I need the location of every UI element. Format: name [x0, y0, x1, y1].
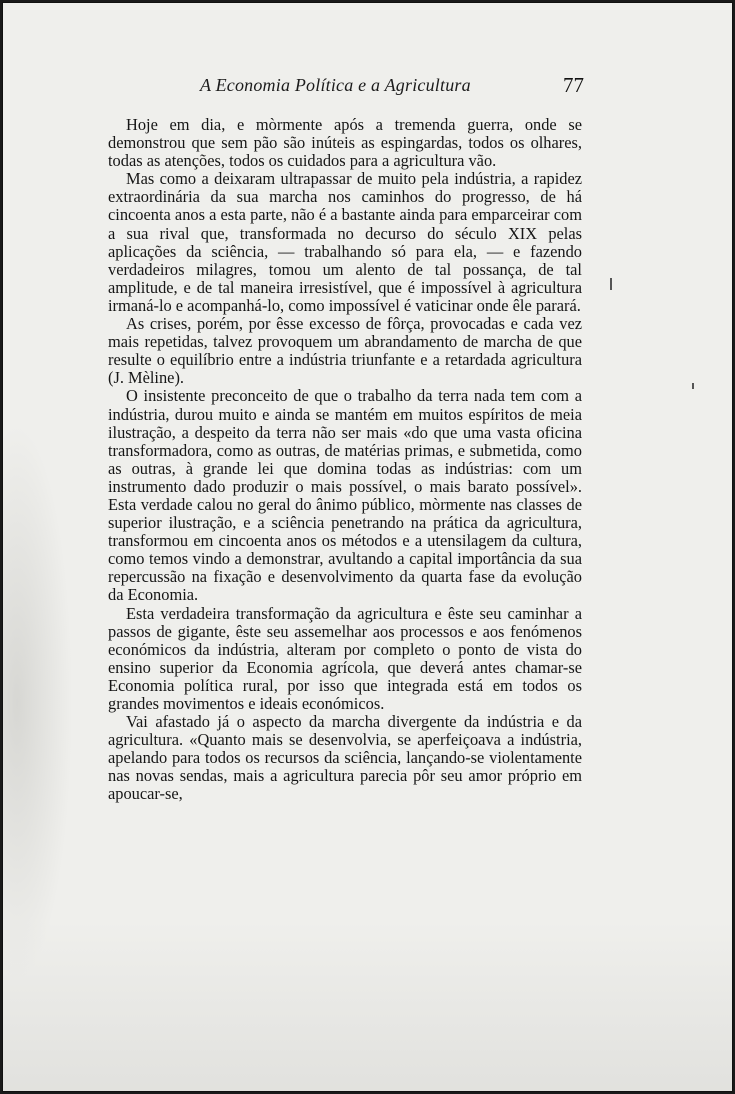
paragraph-4: O insistente preconceito de que o trabalho da terra nada tem com a indústria, durou muito e ainda se mantém em muitos espíritos de meia ilustração, a despeito da terra não ser mais «do que uma vasta oficina transformadora, como as outras, de matérias primas, e submetida, como as outras, à grande lei que domina todas as indústrias: com um instrumento dado produzir o mais possível, o mais barato possível». Esta verdade calou no geral do ânimo público, mòrmente nas classes de superior ilustração, e a sciência penetrando na prática da agricultura, transformou em cincoenta anos os métodos e a utensilagem da cultura, como temos vindo a demonstrar, avultando a capital importância da sua repercussão na fixação e desenvolvimento da quarta fase da evolução da Economia.	[108, 386, 582, 605]
margin-mark	[692, 383, 694, 389]
page-number: 77	[563, 73, 584, 97]
body-text	[108, 116, 582, 804]
page-stain-bottom	[3, 921, 732, 1091]
running-title: A Economia Política e a Agricultura	[200, 75, 471, 95]
paragraph-3: As crises, porém, por êsse excesso de fôrça, provocadas e cada vez mais repetidas, talvez provoquem um abrandamento de marcha de que resulte o equilíbrio entre a indústria triunfante e a retardada agricultura (J. Mèline).	[108, 314, 582, 388]
paragraph-5: Esta verdadeira transformação da agricultura e êste seu caminhar a passos de gigante, êste seu assemelhar aos processos e aos fenómenos económicos da indústria, alteram por completo o ponto de vista do ensino superior da Economia agrícola, que deverá antes chamar-se Economia política rural, por isso que integrada está em todos os grandes movimentos e ideais económicos.	[108, 603, 582, 713]
paragraph-2: Mas como a deixaram ultrapassar de muito pela indústria, a rapidez extraordinária da sua marcha nos caminhos do progresso, de há cincoenta anos a esta parte, não é a bastante ainda para emparceirar com a sua rival que, transformada no decurso do século XIX pelas aplicações da sciência, — trabalhando só para ela, — e fazendo verdadeiros milagres, tomou um alento de tal possança, de tal amplitude, e de tal maneira irresistível, que é impossível à agricultura irmaná-lo e acompanhá-lo, como impossível é vaticinar onde êle parará.	[108, 169, 582, 315]
paragraph-1: Hoje em dia, e mòrmente após a tremenda guerra, onde se demonstrou que sem pão são inúteis as espingardas, todos os olhares, todas as atenções, todos os cuidados para a agricultura vão.	[108, 115, 582, 171]
scanned-page	[2, 2, 733, 1092]
paragraph-6: Vai afastado já o aspecto da marcha divergente da indústria e da agricultura. «Quanto mais se desenvolvia, se aperfeiçoava a indústria, apelando para todos os recursos da sciência, lançando-se violentamente nas novas sendas, mais a agricultura parecia pôr seu amor próprio em apoucar-se,	[108, 712, 582, 804]
margin-mark	[610, 278, 612, 290]
page-header	[108, 73, 584, 101]
page-stain	[3, 423, 73, 983]
